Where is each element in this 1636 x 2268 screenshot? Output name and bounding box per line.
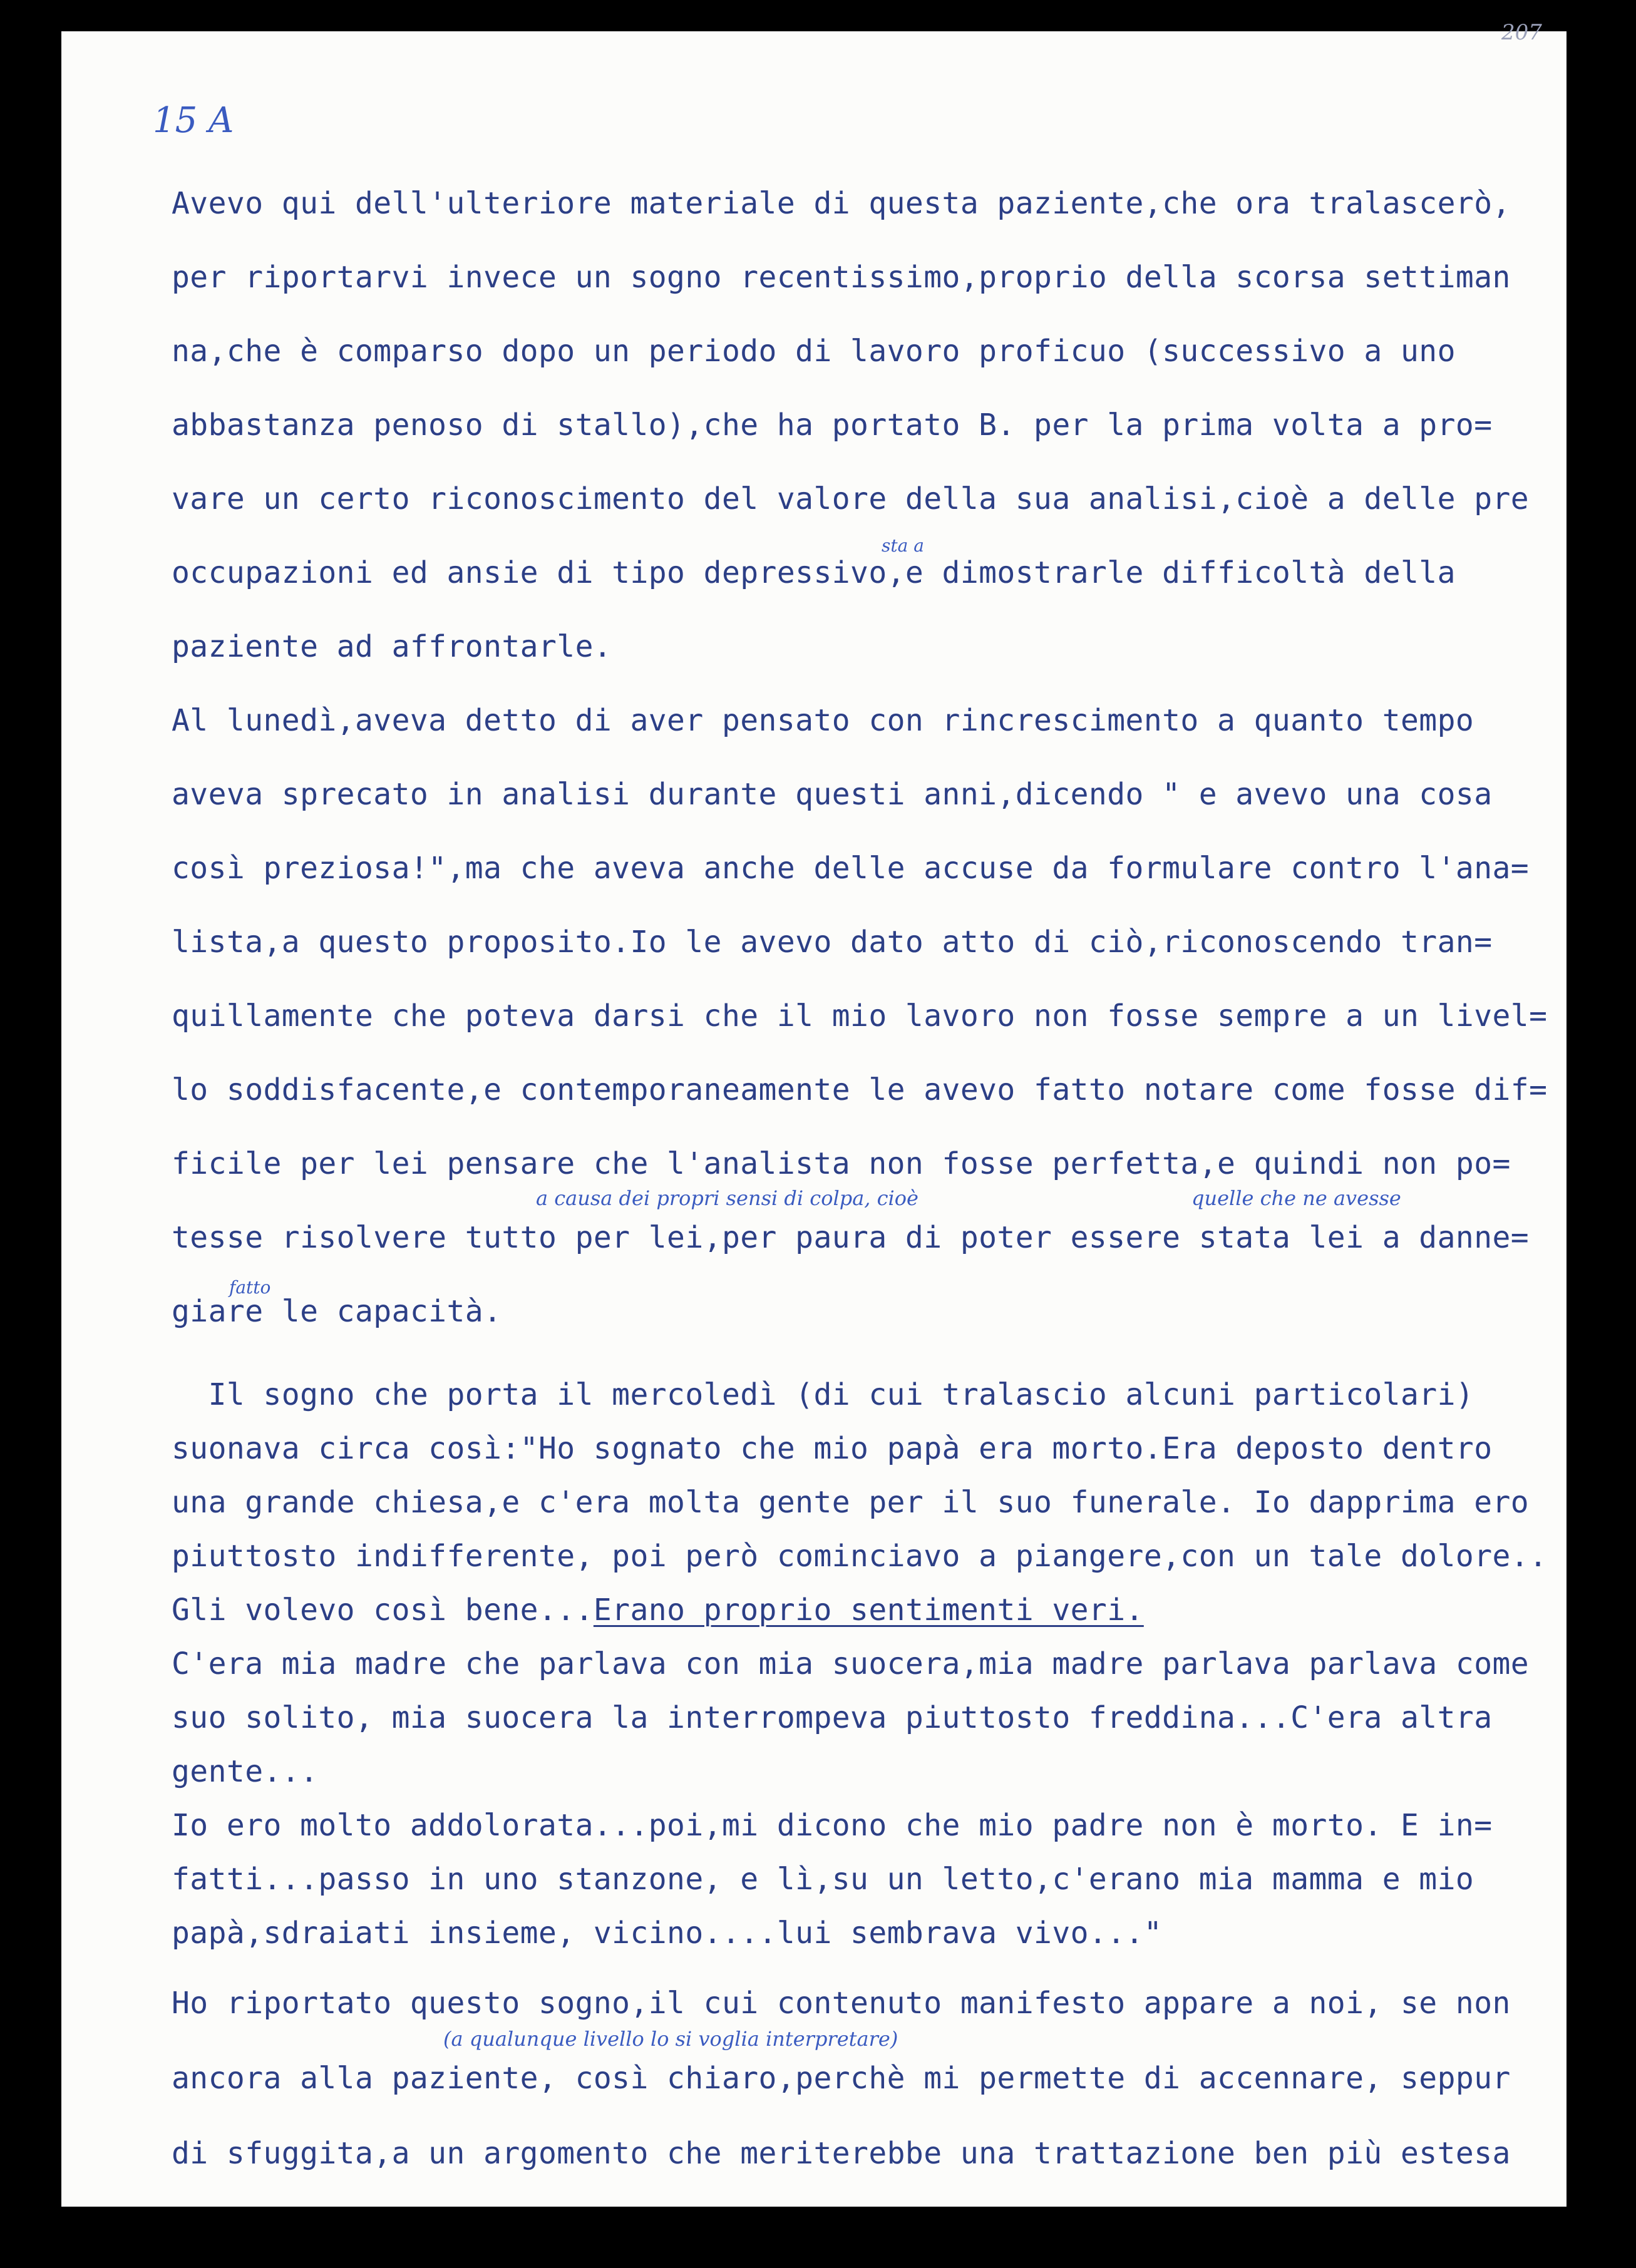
handwritten-note: sta a	[882, 535, 924, 556]
text-line: di sfuggita,a un argomento che meriterebbe una trattazione ben più estesa	[172, 2136, 1511, 2171]
underlined-phrase: Erano proprio sentimenti veri.	[593, 1593, 1144, 1628]
text-line: tesse risolvere tutto per lei,per paura di poter essere stata lei a danne=	[172, 1220, 1530, 1255]
text-line: Avevo qui dell'ulteriore materiale di questa paziente,che ora tralascerò,	[172, 186, 1511, 221]
text-line: abbastanza penoso di stallo),che ha portato B. per la prima volta a pro=	[172, 408, 1493, 443]
text-line: così preziosa!",ma che aveva anche delle accuse da formulare contro l'ana=	[172, 851, 1530, 886]
text-line: fatti...passo in uno stanzone, e lì,su un letto,c'erano mia mamma e mio	[172, 1862, 1474, 1897]
handwritten-note: (a qualunque livello lo si voglia interpretare)	[443, 2027, 898, 2051]
handwritten-note: fatto	[229, 1277, 271, 1298]
text-line: suo solito, mia suocera la interrompeva piuttosto freddina...C'era altra	[172, 1700, 1493, 1735]
text-line: Al lunedì,aveva detto di aver pensato con rincrescimento a quanto tempo	[172, 703, 1474, 738]
text-line: ancora alla paziente, così chiaro,perchè mi permette di accennare, seppur	[172, 2061, 1511, 2096]
text-line: aveva sprecato in analisi durante questi anni,dicendo " e avevo una cosa	[172, 777, 1493, 812]
text-line: papà,sdraiati insieme, vicino....lui sembrava vivo..."	[172, 1916, 1163, 1951]
text-line: per riportarvi invece un sogno recentissimo,proprio della scorsa settiman	[172, 260, 1511, 295]
handwritten-note: a causa dei propri sensi di colpa, cioè	[536, 1186, 918, 1210]
text-line: vare un certo riconoscimento del valore della sua analisi,cioè a delle pre	[172, 481, 1530, 516]
top-right-mark: 207	[1501, 20, 1542, 45]
text-line-with-underline	[172, 1591, 1144, 1629]
text-segment: Gli volevo così bene...	[172, 1593, 594, 1628]
text-line: paziente ad affrontarle.	[172, 629, 612, 664]
text-line: una grande chiesa,e c'era molta gente per il suo funerale. Io dapprima ero	[172, 1485, 1530, 1520]
text-line: suonava circa così:"Ho sognato che mio papà era morto.Era deposto dentro	[172, 1431, 1493, 1466]
text-line: ficile per lei pensare che l'analista non fosse perfetta,e quindi non po=	[172, 1146, 1511, 1181]
text-line: lo soddisfacente,e contemporaneamente le avevo fatto notare come fosse dif=	[172, 1072, 1548, 1107]
text-line: giare le capacità.	[172, 1294, 502, 1329]
text-line: gente...	[172, 1754, 319, 1789]
text-line: occupazioni ed ansie di tipo depressivo,e dimostrarle difficoltà della	[172, 555, 1456, 590]
page-mark: 15 A	[153, 100, 234, 141]
text-line: quillamente che poteva darsi che il mio lavoro non fosse sempre a un livel=	[172, 998, 1548, 1034]
text-line: C'era mia madre che parlava con mia suocera,mia madre parlava parlava come	[172, 1646, 1530, 1681]
handwritten-note: quelle che ne avesse	[1191, 1186, 1401, 1210]
document-page	[61, 20, 1567, 2207]
text-line: Ho riportato questo sogno,il cui contenuto manifesto appare a noi, se non	[172, 1986, 1511, 2021]
text-line: lista,a questo proposito.Io le avevo dato atto di ciò,riconoscendo tran=	[172, 925, 1493, 960]
text-line: Io ero molto addolorata...poi,mi dicono che mio padre non è morto. E in=	[172, 1808, 1493, 1843]
text-line: na,che è comparso dopo un periodo di lavoro proficuo (successivo a uno	[172, 334, 1456, 369]
text-line: Il sogno che porta il mercoledì (di cui tralascio alcuni particolari)	[172, 1377, 1474, 1412]
text-line: piuttosto indifferente, poi però cominciavo a piangere,con un tale dolore..	[172, 1539, 1548, 1574]
